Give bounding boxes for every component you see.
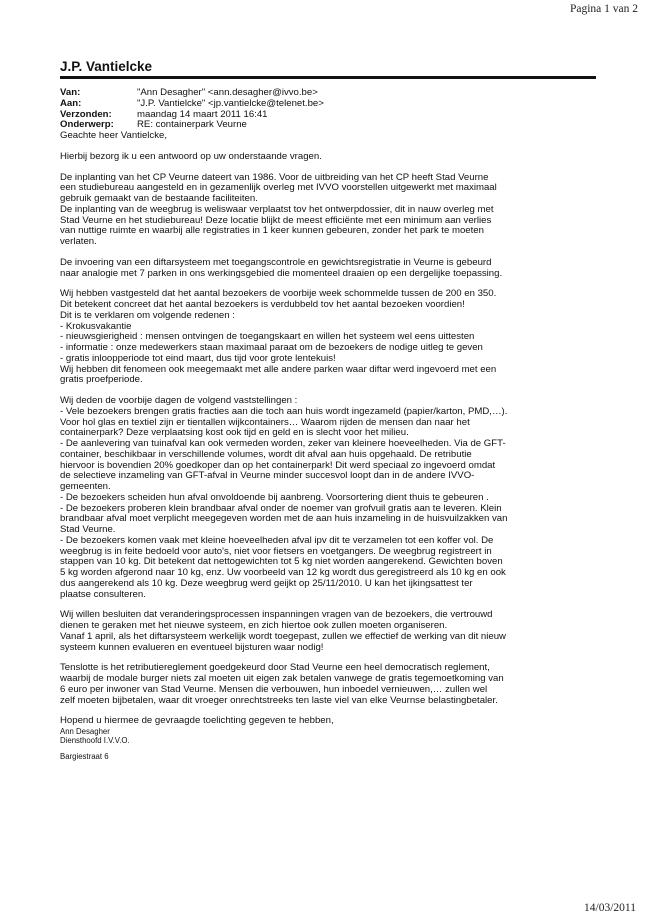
paragraph-line: - De bezoekers proberen klein brandbaar afval onder de noemer van grofvuil gratis aan te leveren. Klein — [60, 502, 502, 514]
paragraph-line: containerpark? Deze verplaatsing kost ook tijd en geld en is slecht voor het milieu. — [60, 427, 409, 439]
paragraph-line: - Krokusvakantie — [60, 320, 132, 332]
paragraph-line: verlaten. — [60, 236, 97, 247]
paragraph — [60, 663, 600, 706]
paragraph-line: 6 euro per inwoner van Stad Veurne. Mensen die verbouwen, hun inboedel vernieuwen,… zullen wel — [60, 683, 488, 695]
signature-title: Diensthoofd I.V.V.O. — [60, 736, 130, 746]
header-to — [60, 99, 600, 110]
header-label: Aan: — [60, 97, 82, 109]
paragraph-line: 5 kg worden afgerond naar 10 kg, enz. Uw voorbeeld van 12 kg wordt dus geregistreerd als 10 kg en ook — [60, 567, 506, 578]
header-value: "Ann Desagher" <ann.desagher@ivvo.be> — [137, 87, 318, 98]
paragraph-line: naar analogie met 7 parken in ons werkingsgebied die momenteel draaien op een dergelijke toepassing. — [60, 267, 503, 279]
paragraph-line: dienen te geraken met het nieuwe systeem, en zich hiertoe ook zullen moeten organiseren. — [60, 620, 448, 631]
paragraph — [60, 152, 600, 163]
paragraph-line: - Vele bezoekers brengen gratis fracties aan die toch aan huis wordt ingezameld (papier/karton, PMD,…). — [60, 405, 508, 417]
closing-line: Hopend u hiermee de gevraagde toelichting gegeven te hebben, — [60, 715, 334, 727]
header-value: "J.P. Vantielcke" <jp.vantielcke@telenet.be> — [137, 97, 324, 109]
signature-address: Bargiestraat 6 — [60, 751, 109, 761]
paragraph-line: Dit betekent concreet dat het aantal bezoekers is verdubbeld tov het aantal bezoeken voordien! — [60, 299, 465, 310]
paragraph-line: Wij willen besluiten dat veranderingsprocessen inspanningen vragen van de bezoekers, die vertrouwd — [60, 609, 493, 621]
email-body — [60, 88, 600, 761]
paragraph-line: - gratis inloopperiode tot eind maart, dus tijd voor grote lentekuis! — [60, 352, 336, 364]
paragraph — [60, 173, 600, 248]
paragraph-line: stappen van 10 kg. Dit betekent dat nettogewichten tot 5 kg niet worden aangerekend. Gewichten boven — [60, 556, 503, 568]
paragraph-line: De inplanting van de weegbrug is weliswaar verplaatst tov het ontwerpdossier, dit in nauw overleg met — [60, 203, 494, 215]
paragraph-line: gratis proefperiode. — [60, 374, 143, 386]
paragraph-line: Voor hol glas en textiel zijn er tientallen wijkcontainers… Waarom rijden de mensen dan naar het — [60, 416, 470, 428]
paragraph — [60, 258, 600, 280]
paragraph-line: - De aanlevering van tuinafval kan ook vermeden worden, zeker van kleinere hoeveelheden. Via de GFT- — [60, 438, 506, 449]
paragraph — [60, 289, 600, 386]
paragraph-line: gemeenten. — [60, 481, 111, 492]
header-label: Verzonden: — [60, 108, 112, 120]
paragraph-line: waarbij de modale burger niets zal moeten uit eigen zak betalen vanwege de gratis tegemoetkoming van — [60, 673, 504, 684]
paragraph-line: Tenslotte is het retributiereglement goedgekeurd door Stad Veurne een heel democratisch reglement, — [60, 662, 490, 674]
paragraph — [60, 610, 600, 653]
sender-name: J.P. Vantielcke — [60, 59, 153, 74]
paragraph-line: van nuttige ruimte en waarbij alle registraties in 1 keer kunnen gebeuren, zonder het park te moeten — [60, 225, 484, 237]
paragraph-line: Wij deden de voorbije dagen de volgend vaststellingen : — [60, 395, 298, 406]
paragraph-line: - nieuwsgierigheid : mensen ontvingen de toegangskaart en willen het systeem wel eens uittesten — [60, 331, 475, 343]
paragraph-line: een studiebureau aangesteld en in gezamenlijk overleg met IVVO voorstellen uitgewerkt met maximaal — [60, 182, 497, 194]
signature-name: Ann Desagher — [60, 727, 110, 736]
body-paragraphs — [60, 152, 600, 707]
paragraph-line: Stad Veurne en het studiebureau! Deze locatie blijkt de meest efficiënte met een minimum aan verlies — [60, 214, 492, 226]
email-headers — [60, 88, 600, 131]
paragraph-line: gebruik gemaakt van de bestaande faciliteiten. — [60, 193, 258, 204]
paragraph-line: Vanaf 1 april, als het diftarsysteem werkelijk wordt toegepast, zullen we effectief de werking van dit nieuw — [60, 630, 506, 642]
paragraph-line: Dit is te verklaren om volgende redenen : — [60, 309, 235, 321]
paragraph-line: zelf moeten bijbetalen, waar dit vroeger onrechtstreeks ten laste viel van elke Veurnse belastingbetaler. — [60, 694, 498, 706]
paragraph-line: Wij hebben dit fenomeen ook meegemaakt met alle andere parken waar diftar werd ingevoerd met een — [60, 363, 497, 375]
paragraph-line: plaatse consulteren. — [60, 588, 146, 600]
paragraph-line: Stad Veurne. — [60, 524, 116, 535]
paragraph-line: brandbaar afval moet verplicht meegegeven worden met de aan huis inzameling in de huisvuilzakken van — [60, 513, 508, 525]
paragraph-line: de selectieve inzameling van GFT-afval in Veurne minder succesvol loopt dan in de andere IVVO- — [60, 470, 475, 482]
paragraph-line: Hierbij bezorg ik u een antwoord op uw onderstaande vragen. — [60, 150, 322, 162]
footer-date: 14/03/2011 — [584, 902, 636, 914]
header-label: Onderwerp: — [60, 119, 114, 131]
paragraph-line: container, beschikbaar in verschillende volumes, wordt dit afval aan huis opgehaald. De retributie — [60, 448, 472, 460]
paragraph-line: De invoering van een diftarsysteem met toegangscontrole en gewichtsregistratie in Veurne is gebeurd — [60, 256, 492, 268]
header-value: maandag 14 maart 2011 16:41 — [137, 108, 268, 120]
paragraph-line: - De bezoekers scheiden hun afval onvoldoende bij aanbreng. Voorsortering dient thuis te gebeuren . — [60, 491, 489, 503]
greeting: Geachte heer Vantielcke, — [60, 130, 168, 141]
paragraph-line: dus aangerekend als 10 kg. Deze weegbrug werd geijkt op 25/11/2010. U kan het ijkingsattest ter — [60, 577, 473, 589]
paragraph-line: weegbrug is in feite bedoeld voor auto's, niet voor fietsers en voetgangers. De weegbrug registreert in — [60, 545, 492, 557]
paragraph-line: Wij hebben vastgesteld dat het aantal bezoekers de voorbije week schommelde tussen de 200 en 350. — [60, 288, 497, 300]
header-label: Van: — [60, 87, 81, 98]
paragraph — [60, 396, 600, 600]
paragraph-line: - informatie : onze medewerkers staan maximaal paraat om de bezoekers de nodige uitleg te geven — [60, 342, 483, 353]
header-divider — [60, 76, 596, 79]
header-value: RE: containerpark Veurne — [137, 119, 247, 131]
paragraph-line: - De bezoekers komen vaak met kleine hoeveelheden afval ipv dit te verzamelen tot een koffer vol. De — [60, 534, 494, 546]
paragraph-line: hiervoor is bovendien 20% goedkoper dan op het containerpark! Dit werd speciaal zo ingevoerd omdat — [60, 459, 496, 471]
paragraph-line: systeem kunnen evalueren en eventueel bijsturen waar nodig! — [60, 641, 324, 653]
page-number: Pagina 1 van 2 — [569, 3, 638, 15]
paragraph-line: De inplanting van het CP Veurne dateert van 1986. Voor de uitbreiding van het CP heeft Stad Veurne — [60, 171, 489, 183]
